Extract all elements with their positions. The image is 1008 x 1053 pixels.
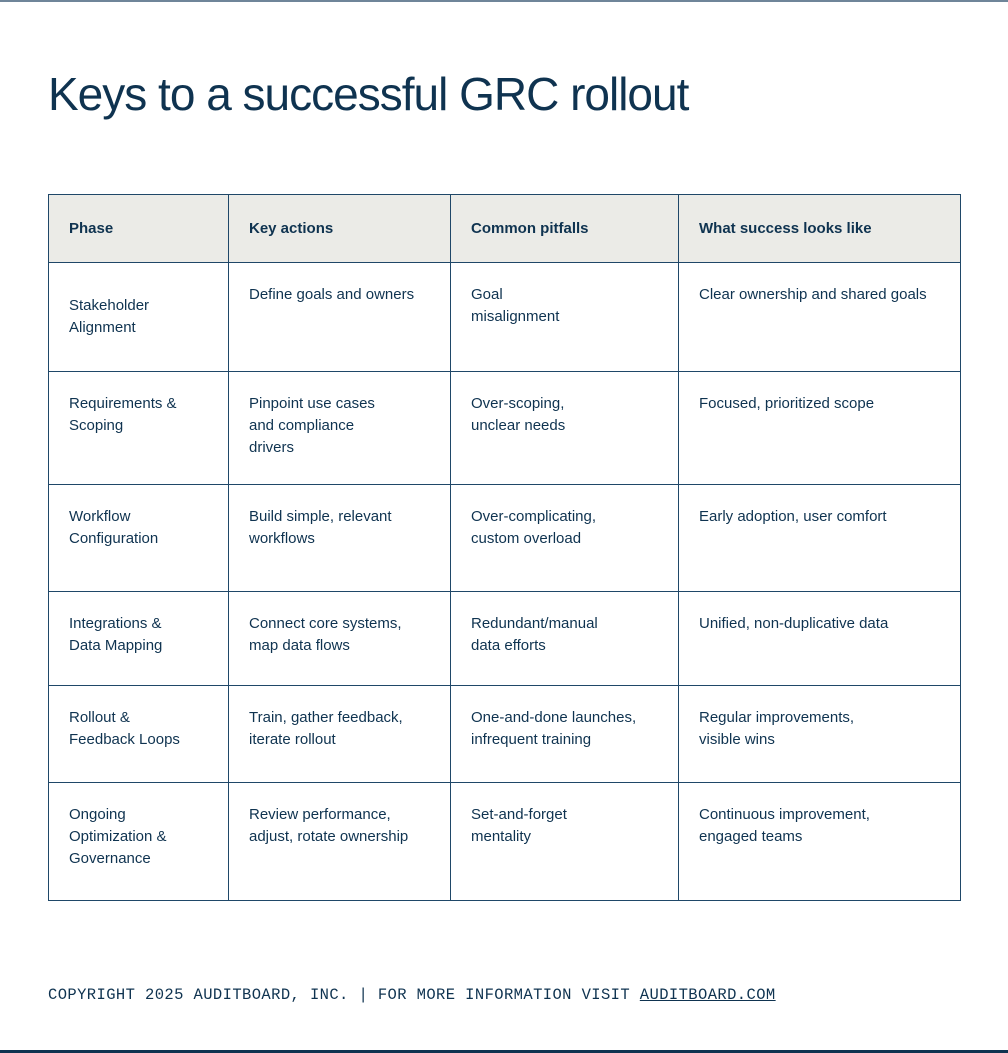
pitfalls-cell — [451, 263, 679, 372]
success-cell — [679, 263, 961, 372]
success-cell — [679, 372, 961, 485]
actions-cell — [229, 783, 451, 901]
phase-text: Integrations & Data Mapping — [69, 615, 163, 654]
pitfalls-text: Set-and-forget mentality — [471, 806, 567, 845]
table-row — [49, 263, 961, 372]
success-text: Regular improvements, visible wins — [699, 709, 855, 748]
pitfalls-text: Over-complicating, custom overload — [471, 508, 597, 547]
phase-text: Requirements & Scoping — [69, 395, 177, 434]
pitfalls-cell — [451, 686, 679, 783]
table-row — [49, 783, 961, 901]
table-row — [49, 485, 961, 592]
success-text: Unified, non-duplicative data — [699, 615, 889, 632]
success-text: Continuous improvement, engaged teams — [699, 806, 870, 845]
table-row — [49, 372, 961, 485]
success-cell — [679, 783, 961, 901]
actions-cell — [229, 686, 451, 783]
success-text: Clear ownership and shared goals — [699, 286, 927, 303]
page-title: Keys to a successful GRC rollout — [48, 68, 689, 120]
footer-copyright: COPYRIGHT 2025 AUDITBOARD, INC. | FOR MORE INFORMATION VISIT — [48, 986, 640, 1004]
actions-text: Pinpoint use cases and compliance drivers — [249, 395, 375, 456]
success-cell — [679, 686, 961, 783]
grc-rollout-table — [48, 194, 961, 901]
header-key-actions: Key actions — [229, 195, 451, 263]
actions-text: Build simple, relevant workflows — [249, 508, 392, 547]
table-row — [49, 592, 961, 686]
actions-text: Review performance, adjust, rotate ownership — [249, 806, 409, 845]
phase-cell — [49, 372, 229, 485]
phase-text: Rollout & Feedback Loops — [69, 709, 180, 748]
footer-link[interactable]: AUDITBOARD.COM — [639, 986, 776, 1004]
phase-cell — [49, 783, 229, 901]
actions-cell — [229, 372, 451, 485]
footer — [48, 986, 776, 1004]
actions-text: Define goals and owners — [249, 286, 415, 303]
success-text: Early adoption, user comfort — [699, 508, 887, 525]
header-success: What success looks like — [679, 195, 961, 263]
success-cell — [679, 592, 961, 686]
phase-text: Stakeholder Alignment — [69, 297, 150, 336]
pitfalls-text: Redundant/manual data efforts — [471, 615, 598, 654]
phase-cell — [49, 263, 229, 372]
phase-text: Ongoing Optimization & Governance — [69, 806, 167, 867]
actions-text: Connect core systems, map data flows — [249, 615, 402, 654]
success-text: Focused, prioritized scope — [699, 395, 875, 412]
phase-cell — [49, 686, 229, 783]
actions-cell — [229, 263, 451, 372]
pitfalls-text: Over-scoping, unclear needs — [471, 395, 566, 434]
phase-cell — [49, 485, 229, 592]
table-row — [49, 686, 961, 783]
header-phase: Phase — [49, 195, 229, 263]
pitfalls-text: One-and-done launches, infrequent training — [471, 709, 637, 748]
pitfalls-cell — [451, 372, 679, 485]
actions-cell — [229, 485, 451, 592]
success-cell — [679, 485, 961, 592]
phase-cell — [49, 592, 229, 686]
header-common-pitfalls: Common pitfalls — [451, 195, 679, 263]
top-rule — [0, 0, 1008, 2]
table-header-row — [49, 195, 961, 263]
actions-text: Train, gather feedback, iterate rollout — [249, 709, 403, 748]
pitfalls-cell — [451, 485, 679, 592]
actions-cell — [229, 592, 451, 686]
pitfalls-cell — [451, 783, 679, 901]
phase-text: Workflow Configuration — [69, 508, 159, 547]
pitfalls-cell — [451, 592, 679, 686]
pitfalls-text: Goal misalignment — [471, 286, 560, 325]
